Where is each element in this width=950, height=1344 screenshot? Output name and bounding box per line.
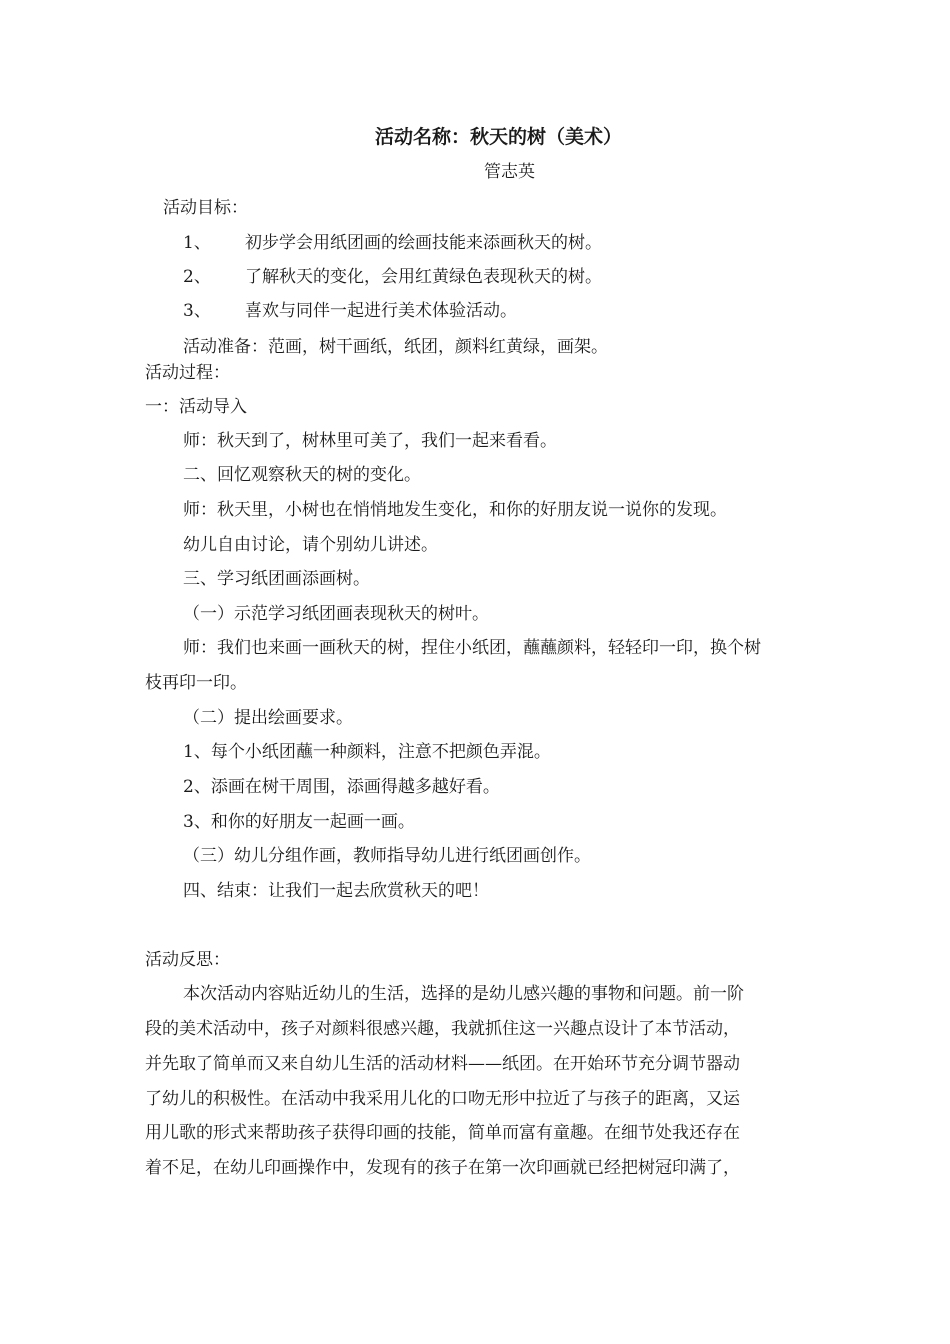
process-line: 枝再印一印。 bbox=[145, 673, 247, 693]
process-line: 一：活动导入 bbox=[145, 397, 247, 417]
process-line: 1、每个小纸团蘸一种颜料，注意不把颜色弄混。 bbox=[183, 742, 551, 762]
process-line: 2、添画在树干周围，添画得越多越好看。 bbox=[183, 777, 500, 797]
process-line: （二）提出绘画要求。 bbox=[183, 708, 353, 728]
page-title: 活动名称：秋天的树（美术） bbox=[375, 126, 623, 148]
goal-number: 2、 bbox=[183, 267, 211, 287]
goal-text: 喜欢与同伴一起进行美术体验活动。 bbox=[245, 301, 517, 321]
reflection-line: 着不足，在幼儿印画操作中，发现有的孩子在第一次印画就已经把树冠印满了， bbox=[145, 1158, 740, 1178]
process-line: 三、学习纸团画添画树。 bbox=[183, 569, 370, 589]
process-line: 师：秋天到了，树林里可美了，我们一起来看看。 bbox=[183, 431, 557, 451]
process-line: 3、和你的好朋友一起画一画。 bbox=[183, 812, 415, 832]
reflection-line: 了幼儿的积极性。在活动中我采用儿化的口吻无形中拉近了与孩子的距离，又运 bbox=[145, 1089, 740, 1109]
goal-number: 1、 bbox=[183, 233, 211, 253]
process-line: 二、回忆观察秋天的树的变化。 bbox=[183, 465, 421, 485]
process-line: 师：秋天里，小树也在悄悄地发生变化，和你的好朋友说一说你的发现。 bbox=[183, 500, 727, 520]
goal-text: 了解秋天的变化，会用红黄绿色表现秋天的树。 bbox=[245, 267, 602, 287]
preparation: 活动准备：范画，树干画纸，纸团，颜料红黄绿，画架。 bbox=[183, 337, 608, 357]
process-heading: 活动过程： bbox=[145, 363, 230, 383]
reflection-heading: 活动反思： bbox=[145, 950, 230, 970]
reflection-line: 用儿歌的形式来帮助孩子获得印画的技能，简单而富有童趣。在细节处我还存在 bbox=[145, 1123, 740, 1143]
process-line: （一）示范学习纸团画表现秋天的树叶。 bbox=[183, 604, 489, 624]
process-line: 四、结束：让我们一起去欣赏秋天的吧！ bbox=[183, 881, 489, 901]
reflection-line: 段的美术活动中，孩子对颜料很感兴趣，我就抓住这一兴趣点设计了本节活动， bbox=[145, 1019, 740, 1039]
goal-number: 3、 bbox=[183, 301, 211, 321]
reflection-line: 并先取了简单而又来自幼儿生活的活动材料——纸团。在开始环节充分调节器动 bbox=[145, 1054, 740, 1074]
reflection-line: 本次活动内容贴近幼儿的生活，选择的是幼儿感兴趣的事物和问题。前一阶 bbox=[183, 984, 744, 1004]
process-line: （三）幼儿分组作画，教师指导幼儿进行纸团画创作。 bbox=[183, 846, 591, 866]
goals-heading: 活动目标： bbox=[163, 198, 248, 218]
process-line: 师：我们也来画一画秋天的树，捏住小纸团，蘸蘸颜料，轻轻印一印，换个树 bbox=[183, 638, 761, 658]
goal-text: 初步学会用纸团画的绘画技能来添画秋天的树。 bbox=[245, 233, 602, 253]
process-line: 幼儿自由讨论，请个别幼儿讲述。 bbox=[183, 535, 438, 555]
author: 管志英 bbox=[484, 162, 535, 182]
